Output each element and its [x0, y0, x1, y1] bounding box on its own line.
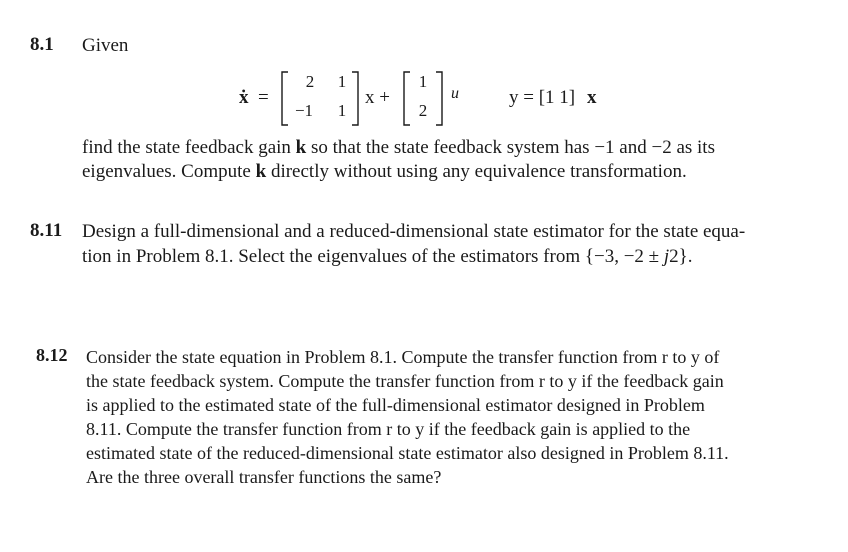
- p812-line-3: is applied to the estimated state of the full-dimensional estimator designed in Problem: [86, 395, 705, 415]
- equals-sign: =: [258, 87, 269, 108]
- gain-k: k: [295, 137, 307, 158]
- matrix-a-12: 1: [337, 72, 347, 91]
- p81-line-2-a: eigenvalues. Compute: [82, 161, 256, 182]
- problem-number-8-12: 8.12: [36, 345, 68, 365]
- p81-line-1-a: find the state feedback gain: [82, 137, 296, 158]
- gain-k-2: k: [255, 161, 267, 182]
- problem-number-8-1: 8.1: [30, 34, 54, 55]
- x-plus: x +: [365, 87, 390, 108]
- p811-line-2: [82, 245, 693, 269]
- output-equation: y = [1 1]: [509, 87, 576, 108]
- state-equation: [0, 0, 848, 130]
- imag-j: j: [663, 246, 670, 267]
- p811-line-1: Design a full-dimensional and a reduced-dimensional state estimator for the state equa-: [82, 221, 746, 242]
- vector-b-2: 2: [418, 101, 428, 120]
- p81-line-1: [82, 136, 715, 160]
- p811-line-2-a: tion in Problem 8.1. Select the eigenvalues of the estimators from {−3, −2 ±: [82, 246, 664, 267]
- xdot-symbol: ẋ: [239, 87, 249, 108]
- p81-line-2-b: directly without using any equivalence transformation.: [266, 161, 687, 182]
- p811-line-2-b: 2}.: [669, 246, 693, 267]
- vector-b-1: 1: [418, 72, 428, 91]
- p81-line-1-b: so that the state feedback system has −1 and −2 as its: [306, 137, 715, 158]
- p812-line-2: the state feedback system. Compute the transfer function from r to y if the feedback gain: [86, 371, 724, 391]
- matrix-a-11: 2: [305, 72, 315, 91]
- p812-line-6: Are the three overall transfer functions the same?: [86, 467, 442, 487]
- p81-line-2: [82, 160, 687, 184]
- given-label: Given: [82, 35, 129, 56]
- p812-line-5: estimated state of the reduced-dimensional state estimator also designed in Problem 8.11.: [86, 443, 729, 463]
- p812-line-1: Consider the state equation in Problem 8.1. Compute the transfer function from r to y of: [86, 347, 720, 367]
- matrix-a-22: 1: [337, 101, 347, 120]
- input-u: u: [451, 85, 459, 102]
- p812-line-4: 8.11. Compute the transfer function from r to y if the feedback gain is applied to the: [86, 419, 691, 439]
- matrix-a-21: −1: [294, 101, 314, 120]
- output-equation-x: x: [587, 87, 597, 108]
- problem-number-8-11: 8.11: [30, 220, 63, 241]
